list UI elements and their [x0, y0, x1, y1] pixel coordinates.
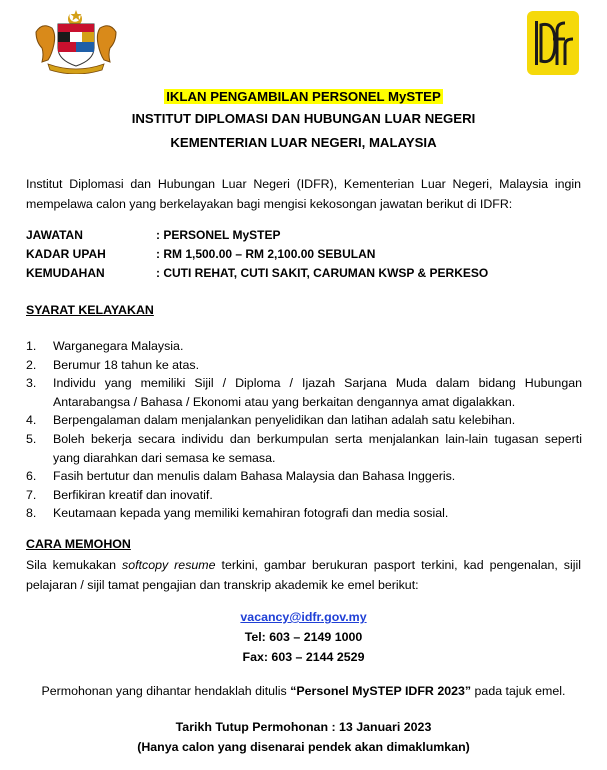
info-label: JAWATAN: [26, 228, 83, 242]
ad-highlight-title: IKLAN PENGAMBILAN PERSONEL MySTEP: [166, 89, 441, 104]
list-item: 5. Boleh bekerja secara individu dan berkumpulan serta menjalankan lain-lain tugasan seperti yang diarahkan dari semasa ke semasa.: [26, 431, 582, 465]
info-value: : CUTI REHAT, CUTI SAKIT, CARUMAN KWSP & PERKESO: [156, 266, 489, 280]
info-value: : PERSONEL MySTEP: [156, 228, 281, 242]
email-subject-instruction: Permohonan yang dihantar hendaklah ditulis “Personel MySTEP IDFR 2023” pada tajuk emel.: [41, 684, 566, 698]
info-row-kadar-upah: [26, 247, 375, 261]
info-row-kemudahan: [26, 266, 488, 280]
shortlist-note: (Hanya calon yang disenarai pendek akan dimaklumkan): [137, 740, 470, 754]
list-item: 1. Warganegara Malaysia.: [26, 339, 184, 353]
email-link[interactable]: vacancy@idfr.gov.my: [240, 610, 367, 624]
list-item: 7. Berfikiran kreatif dan inovatif.: [26, 487, 213, 502]
institute-title: INSTITUT DIPLOMASI DAN HUBUNGAN LUAR NEGERI: [131, 111, 476, 126]
idfr-logo: [527, 11, 579, 75]
email-line: [0, 610, 607, 624]
list-item: 2. Berumur 18 tahun ke atas.: [26, 357, 200, 372]
info-value: : RM 1,500.00 – RM 2,100.00 SEBULAN: [156, 247, 376, 261]
list-item: 3. Individu yang memiliki Sijil / Diploma / Ijazah Sarjana Muda dalam bidang Hubungan Antarabangsa / Bahasa / Ekonomi atau yang berkaitan dengannya amat digalakkan.: [26, 376, 582, 409]
fax-line: Fax: 603 – 2144 2529: [242, 650, 365, 664]
list-item: 6. Fasih bertutur dan menulis dalam Bahasa Malaysia dan Bahasa Inggeris.: [26, 469, 456, 484]
closing-date: Tarikh Tutup Permohonan : 13 Januari 2023: [175, 720, 432, 734]
list-item: 8. Keutamaan kepada yang memiliki kemahiran fotografi dan media sosial.: [26, 506, 449, 521]
list-item: 4. Berpengalaman dalam menjalankan penyelidikan dan latihan adalah satu kelebihan.: [26, 413, 516, 428]
malaysia-coat-of-arms-logo: [26, 10, 126, 74]
apply-heading: CARA MEMOHON: [26, 537, 131, 551]
intro-paragraph: Institut Diplomasi dan Hubungan Luar Negeri (IDFR), Kementerian Luar Negeri, Malaysia ingin mempelawa calon yang berkelayakan bagi mengisi kekosongan jawatan berikut di IDFR:: [26, 177, 581, 211]
info-label: KEMUDAHAN: [26, 266, 105, 280]
requirements-list: [26, 337, 582, 523]
tel-line: Tel: 603 – 2149 1000: [244, 630, 363, 644]
apply-paragraph: Sila kemukakan softcopy resume terkini, gambar berukuran pasport terkini, kad pengenalan, sijil pelajaran / sijil tamat pengajian dan transkrip akademik ke emel berikut:: [26, 558, 582, 592]
info-row-jawatan: [26, 228, 280, 242]
info-label: KADAR UPAH: [26, 247, 106, 261]
requirements-heading: SYARAT KELAYAKAN: [26, 303, 154, 317]
ministry-title: KEMENTERIAN LUAR NEGERI, MALAYSIA: [170, 135, 437, 150]
